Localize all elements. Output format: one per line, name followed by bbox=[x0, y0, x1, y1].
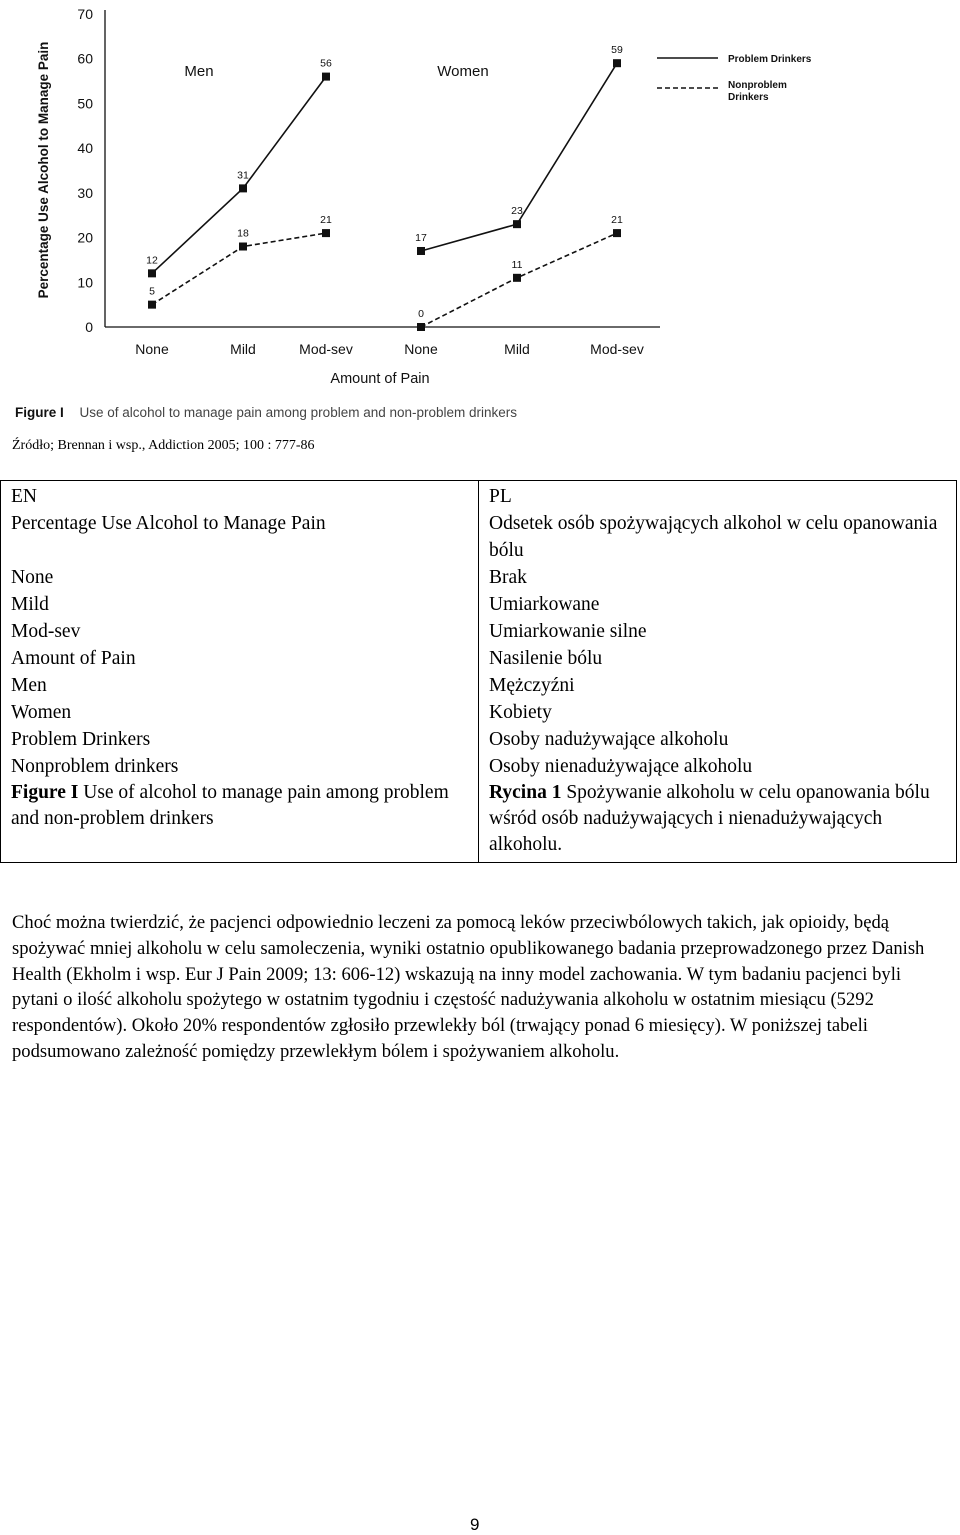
en-figure-caption bbox=[11, 780, 468, 832]
pl-term: Umiarkowanie silne bbox=[489, 621, 647, 642]
pl-term: Osoby nadużywające alkoholu bbox=[489, 729, 729, 750]
en-term: Amount of Pain bbox=[11, 648, 136, 669]
legend-nonproblem-label-1: Nonproblem bbox=[728, 80, 787, 91]
x-axis-ticks bbox=[135, 341, 644, 357]
pl-caption-text: Spożywanie alkoholu w celu opanowania bólu wśród osób nadużywających i nienadużywających alkoholu. bbox=[489, 782, 930, 855]
data-point bbox=[417, 323, 425, 331]
x-tick-label: Mod-sev bbox=[590, 341, 644, 357]
data-point bbox=[239, 243, 247, 251]
en-term: Mod-sev bbox=[11, 621, 81, 642]
panel-title-women: Women bbox=[437, 63, 489, 80]
pl-column bbox=[479, 481, 957, 863]
en-term: Percentage Use Alcohol to Manage Pain bbox=[11, 513, 326, 534]
page-number: 9 bbox=[470, 1515, 480, 1534]
pl-term: Nasilenie bólu bbox=[489, 648, 603, 669]
data-label: 59 bbox=[611, 44, 623, 57]
chart-series bbox=[146, 44, 623, 331]
pl-figure-caption bbox=[489, 780, 946, 858]
translation-table bbox=[0, 480, 957, 863]
pl-term: Brak bbox=[489, 567, 527, 588]
data-point bbox=[148, 269, 156, 277]
figure-caption bbox=[15, 405, 517, 420]
data-point bbox=[513, 220, 521, 228]
en-header: EN bbox=[11, 486, 37, 507]
y-tick-label: 10 bbox=[77, 274, 93, 291]
data-label: 18 bbox=[237, 227, 249, 240]
data-point bbox=[239, 184, 247, 192]
en-column bbox=[1, 481, 479, 863]
legend-nonproblem-label-2: Drinkers bbox=[728, 92, 769, 103]
en-term: None bbox=[11, 567, 54, 588]
figure-caption-text: Use of alcohol to manage pain among problem and non-problem drinkers bbox=[79, 405, 518, 420]
x-axis-label: Amount of Pain bbox=[330, 371, 430, 387]
data-point bbox=[613, 229, 621, 237]
x-tick-label: Mild bbox=[230, 341, 256, 357]
en-term: Women bbox=[11, 702, 72, 723]
data-label: 17 bbox=[415, 231, 427, 244]
en-term: Men bbox=[11, 675, 47, 696]
body-paragraph: Choć można twierdzić, że pacjenci odpowiednio leczeni za pomocą leków przeciwbólowych takich, jak opioidy, będą spożywać mniej alkoholu w celu samoleczenia, wyniki ostatnio opublikowanego badania przeprowadzonego przez Danish Health (Ekholm i wsp. Eur J Pain 2009; 13: 606-12) wskazują na inny model zachowania. W tym badaniu pacjenci byli pytani o ilość alkoholu spożytego w ostatnim tygodniu i częstość nadużywania alkoholu w ostatnim miesiącu (5292 respondentów). Około 20% respondentów zgłosiło przewlekły ból (trwający ponad 6 miesięcy). W poniższej tabeli podsumowano zależność pomiędzy przewlekłym bólem i spożywaniem alkoholu. bbox=[12, 912, 925, 1062]
chart-axes bbox=[105, 10, 660, 327]
y-axis-ticks bbox=[77, 6, 93, 335]
legend-problem-label: Problem Drinkers bbox=[728, 54, 812, 65]
figure-source: Źródło; Brennan i wsp., Addiction 2005; 100 : 777-86 bbox=[12, 438, 315, 453]
data-point bbox=[322, 229, 330, 237]
panel-title-men: Men bbox=[184, 63, 214, 80]
en-caption-text: Use of alcohol to manage pain among problem and non-problem drinkers bbox=[11, 782, 449, 829]
alcohol-pain-chart bbox=[0, 0, 960, 430]
data-label: 0 bbox=[418, 308, 424, 320]
pl-term: Mężczyźni bbox=[489, 675, 575, 696]
data-label: 11 bbox=[511, 258, 523, 271]
x-tick-label: None bbox=[135, 341, 169, 357]
data-point bbox=[513, 274, 521, 282]
pl-term: Odsetek osób spożywających alkohol w celu opanowania bólu bbox=[489, 513, 938, 561]
y-tick-label: 60 bbox=[77, 50, 93, 67]
y-tick-label: 0 bbox=[85, 319, 93, 335]
x-tick-label: Mod-sev bbox=[299, 341, 353, 357]
pl-term: Umiarkowane bbox=[489, 594, 600, 615]
en-term: Problem Drinkers bbox=[11, 729, 151, 750]
y-tick-label: 70 bbox=[77, 6, 93, 22]
data-point bbox=[148, 301, 156, 309]
en-term-spacer bbox=[11, 537, 468, 564]
x-tick-label: None bbox=[404, 341, 438, 357]
chart-legend bbox=[657, 54, 812, 103]
en-term: Nonproblem drinkers bbox=[11, 756, 179, 777]
data-label: 5 bbox=[149, 285, 155, 298]
figure-caption-label: Figure I bbox=[15, 405, 64, 420]
data-point bbox=[322, 73, 330, 81]
pl-term: Kobiety bbox=[489, 702, 552, 723]
data-label: 23 bbox=[511, 205, 523, 218]
y-tick-label: 30 bbox=[77, 184, 93, 201]
data-label: 21 bbox=[611, 214, 623, 227]
pl-caption-label: Rycina 1 bbox=[489, 782, 562, 803]
data-label: 56 bbox=[320, 57, 332, 70]
y-tick-label: 20 bbox=[77, 229, 93, 246]
data-label: 12 bbox=[146, 254, 158, 267]
y-tick-label: 50 bbox=[77, 95, 93, 112]
pl-term: Osoby nienadużywające alkoholu bbox=[489, 756, 753, 777]
data-label: 31 bbox=[237, 169, 249, 182]
data-point bbox=[417, 247, 425, 255]
table-row bbox=[1, 481, 957, 863]
pl-header: PL bbox=[489, 486, 512, 507]
en-caption-label: Figure I bbox=[11, 782, 79, 803]
y-axis-label: Percentage Use Alcohol to Manage Pain bbox=[36, 41, 51, 299]
en-term: Mild bbox=[11, 594, 49, 615]
data-label: 21 bbox=[320, 214, 332, 227]
data-point bbox=[613, 59, 621, 67]
x-tick-label: Mild bbox=[504, 341, 530, 357]
y-tick-label: 40 bbox=[77, 140, 93, 157]
